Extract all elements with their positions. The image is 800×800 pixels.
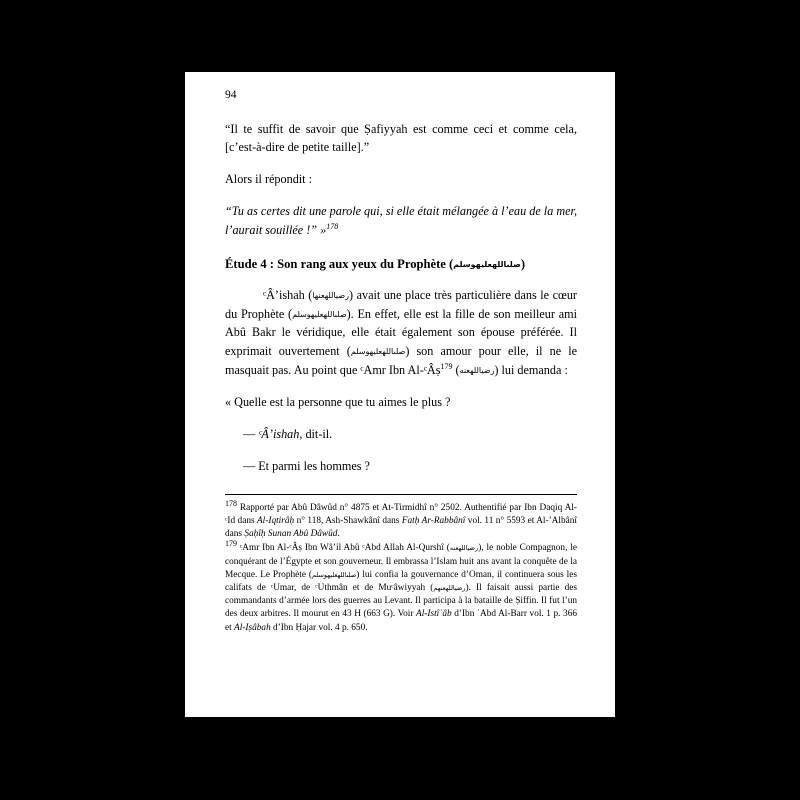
arabic-honorific-glyph: صلىاللهعليهوسلم xyxy=(292,309,347,319)
quote-paragraph-2-text: “Tu as certes dit une parole qui, si elle était mélangée à l’eau de la mer, l’aurait souillée !” » xyxy=(225,204,577,238)
text-run: ). En effet, elle est la fille de son meilleur ami Abû Bakr le véridique, elle était également son épouse préférée. Il exprimait ouvertement ( xyxy=(225,306,577,359)
arabic-honorific-glyph: صلىاللهعليهوسلم xyxy=(350,347,406,357)
arabic-honorific-glyph: رضياللهعنهم xyxy=(433,584,466,593)
dialogue-name-aishah: ᶜÂ’ishah xyxy=(258,427,300,442)
text-run: n° 118, Ash-Shawkânî dans xyxy=(294,516,402,527)
body-paragraph-aishah xyxy=(225,286,577,381)
text-run: ), le noble Compagnon, le conquérant de l’Égypte et son gouverneur. Il embrassa l’Islam huit ans avant la conquête de la Mecque. Le Prophète ( xyxy=(225,543,577,580)
footnote-ref: 179 xyxy=(440,362,453,372)
dialogue-dash-1: — xyxy=(243,427,259,442)
text-run: ᶜAmr Ibn Al-ᶜÂṣ Ibn Wâ’il Abû ᶜAbd Allah Al-Qurshî ( xyxy=(237,543,450,554)
text-run: d’Ibn ʿAbd Al-Barr vol. 1 p. 366 et xyxy=(225,609,577,633)
document-page xyxy=(185,72,615,717)
italic-title: Fatḥ Ar-Rabbânî xyxy=(401,516,466,527)
text-run: ) lui demanda : xyxy=(494,363,568,378)
footnote-ref-178: 178 xyxy=(326,222,339,232)
text-run: ) avait une place très particulière dans le cœur du Prophète ( xyxy=(225,287,577,321)
footnote-number: 179 xyxy=(225,539,237,549)
text-run: ᶜÂ’ishah ( xyxy=(263,287,313,302)
italic-title: Ṣaḥîḥ Sunan Abû Dâwûd xyxy=(244,529,338,540)
section-heading-text: Étude 4 : Son rang aux yeux du Prophète ( xyxy=(225,257,454,272)
footnote-separator xyxy=(225,494,577,495)
text-run: ) lui confia la gouvernance d’Oman, il continuera sous les califats de ᶜUmar, de ᶜUthmân et de Muᶜâwiyyah ( xyxy=(225,569,577,594)
arabic-honorific-glyph: رضياللهعنها xyxy=(312,290,349,300)
paragraph-question: « Quelle est la personne que tu aimes le plus ? xyxy=(225,395,451,410)
text-run: Rapporté par Abû Dâwûd n° 4875 et At-Tirmidhî n° 2502. Authentifié par Ibn Daqiq Al-ᶜId dans xyxy=(225,502,577,527)
quote-paragraph-1: “Il te suffit de savoir que Ṣafiyyah est comme ceci et comme cela, [c’est-à-dire de petite taille].” xyxy=(225,121,577,155)
dialogue-tail-1: , dit-il. xyxy=(299,427,333,442)
footnotes-section xyxy=(225,498,577,635)
page-number: 94 xyxy=(225,89,237,101)
text-run: ( xyxy=(452,363,460,378)
text-run: vol. 11 n° 5593 et Al-’Albânî dans xyxy=(225,516,577,540)
italic-title: Al-Iqtirâḥ xyxy=(257,516,295,527)
section-heading-text-end: ) xyxy=(520,257,526,272)
footnote-number: 178 xyxy=(225,498,237,508)
paragraph-alors-il-repondit: Alors il répondit : xyxy=(225,172,312,187)
text-run: ). Il faisait aussi partie des commandants d’armée lors des guerres au Levant. Il participa à la bataille de Ṣiffin. Il fut l’un des deux arbitres. Il mourut en 43 H (663 G). Voir xyxy=(225,583,577,620)
italic-title: Al-Istîʿâb xyxy=(416,609,452,620)
arabic-honorific-glyph: رضياللهعنه xyxy=(449,544,479,553)
sallallahu-alayhi-wasallam-glyph: صلىاللهعليهوسلم xyxy=(453,260,521,270)
footnote-179 xyxy=(225,539,577,634)
dialogue-line-2: — Et parmi les hommes ? xyxy=(243,459,370,473)
arabic-honorific-glyph: رضياللهعنه xyxy=(459,366,495,376)
italic-title: Al-Iṣâbah xyxy=(234,622,271,633)
dialogue-line-1 xyxy=(225,425,577,444)
arabic-honorific-glyph: صلىاللهعليهوسلم xyxy=(312,570,357,579)
text-run: ) son amour pour elle, il ne le masquait pas. Au point que ᶜAmr Ibn Al-ᶜÂṣ xyxy=(225,344,577,378)
text-run: . xyxy=(337,529,340,540)
section-heading-etude-4 xyxy=(225,256,577,274)
footnote-178 xyxy=(225,498,577,542)
text-run: d’Ibn Ḥajar vol. 4 p. 650. xyxy=(270,622,368,633)
quote-paragraph-2 xyxy=(225,202,577,240)
